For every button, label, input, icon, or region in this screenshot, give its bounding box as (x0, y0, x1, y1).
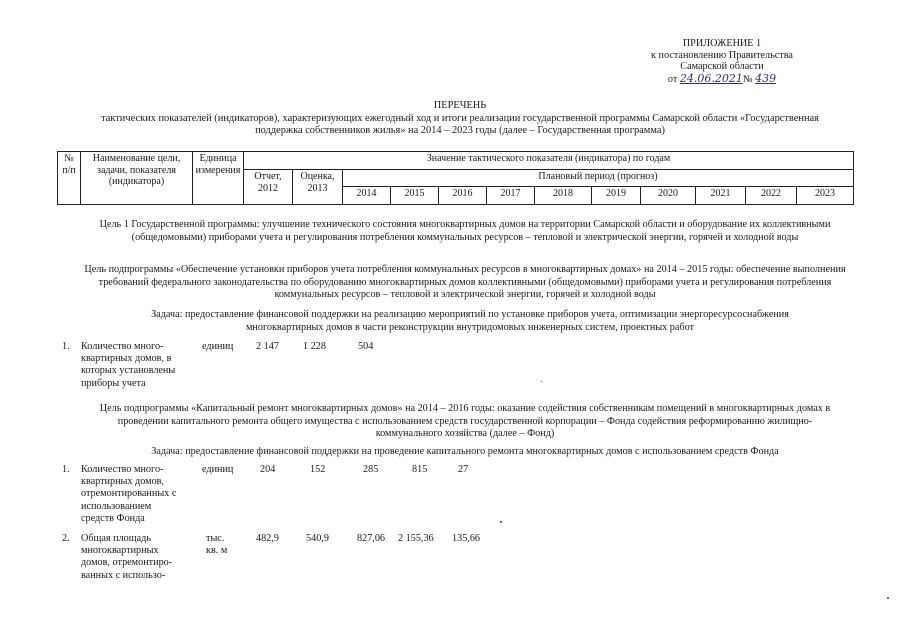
row-c-number: 2. (62, 533, 70, 544)
header-year: 2015 (391, 187, 439, 205)
row-b-value-2015: 815 (412, 464, 428, 475)
header-year: 2020 (641, 187, 696, 205)
header-year: 2018 (535, 187, 592, 205)
subgoal-2: Цель подпрограммы «Капитальный ремонт многоквартирных домов» на 2014 – 2016 годы: оказание содействия собственникам помещений в многоквартирных домах в проведении капитального ремонта общего имущества с использованием средств государственной корпорации – Фонда содействия реформированию жилищно-коммунального хозяйства (далее – Фонд) (99, 403, 831, 440)
row-b-value-2012: 204 (260, 464, 276, 475)
row-a-name: Количество много-квартирных домов, в которых установлены приборы учета (81, 341, 176, 389)
row-c-name: Общая площадь многоквартирных домов, отремонтиро-ванных с использо- (81, 533, 173, 581)
row-a-value-2013: 1 228 (303, 341, 326, 352)
appendix-title: ПРИЛОЖЕНИЕ 1 (682, 38, 762, 49)
row-c-value-2016: 135,66 (452, 533, 481, 544)
subgoal-1: Цель подпрограммы «Обеспечение установки приборов учета потребления коммунальных ресурсов в многоквартирных домах» на 2014 – 2015 годы: обеспечение выполнения требований федерального законодательства по оборудованию многоквартирных домов коллективными (общедомовыми) приборами учета и регулирования потребления коммунальных ресурсов – тепловой и электрической энергии, горячей и холодной воды (84, 264, 846, 301)
header-report-2012: Отчет, 2012 (244, 170, 293, 205)
header-year: 2022 (746, 187, 797, 205)
header-year: 2019 (592, 187, 641, 205)
row-a-value-2012: 2 147 (256, 341, 279, 352)
date-prefix: от (667, 74, 678, 86)
row-c-value-2014: 827,06 (357, 533, 386, 544)
row-a-number: 1. (62, 341, 70, 352)
row-c-value-2015: 2 155,36 (398, 533, 434, 544)
task-1: Задача: предоставление финансовой поддержки на реализацию мероприятий по установке приборов учета, оптимизации энергоресурсоснабжения многоквартирных домов в части реконструкции внутридомовых инженерных систем, проектных работ (151, 309, 789, 333)
task-2: Задача: предоставление финансовой поддержки на проведение капитального ремонта многоквартирных домов с использованием средств Фонда (151, 446, 779, 457)
row-c-value-2012: 482,9 (256, 533, 279, 544)
scan-speck (500, 521, 502, 523)
goal-1: Цель 1 Государственной программы: улучшение технического состояния многоквартирных домов на территории Самарской области и оборудование их коллективными (общедомовыми) приборами учета и регулирования потребления коммунальных ресурсов – тепловой и электрической энергии, горячей и холодной воды (99, 219, 831, 243)
number-prefix: № (742, 74, 753, 86)
header-plan-period: Плановый период (прогноз) (343, 170, 854, 187)
row-b-value-2016: 27 (458, 464, 469, 475)
handwritten-date: 24.06.2021 (679, 72, 743, 86)
appendix-block (604, 38, 840, 86)
header-number: № п/п (58, 152, 81, 205)
row-b-value-2013: 152 (310, 464, 326, 475)
header-year: 2021 (696, 187, 746, 205)
header-unit: Единица измерения (193, 152, 244, 205)
row-b-value-2014: 285 (363, 464, 379, 475)
row-c-unit: тыс. кв. м (206, 533, 228, 557)
title-text: тактических показателей (индикаторов), характеризующих ежегодный ход и итоги реализации государственной программы Самарской области «Государственная поддержка собственников жилья» на 2014 – 2023 годы (далее – Государственная программа) (101, 112, 819, 137)
header-estimate-2013: Оценка, 2013 (293, 170, 343, 205)
handwritten-number: 439 (755, 72, 777, 86)
header-name: Наименование цели, задачи, показателя (индикатора) (81, 152, 193, 205)
appendix-resolution: к постановлению Правительства (651, 49, 793, 61)
header-year: 2023 (797, 187, 854, 205)
row-a-unit: единиц (202, 341, 234, 352)
header-year: 2016 (439, 187, 487, 205)
appendix-date-line (604, 73, 840, 86)
row-b-unit: единиц (202, 464, 234, 475)
header-values: Значение тактического показателя (индикатора) по годам (244, 152, 854, 170)
row-a-value-2014: 504 (358, 341, 374, 352)
row-b-name: Количество много-квартирных домов, отремонтированных с использованием средств Фонда (81, 464, 177, 524)
row-b-number: 1. (62, 464, 70, 475)
title-heading: ПЕРЕЧЕНЬ (433, 100, 487, 111)
header-year: 2017 (487, 187, 535, 205)
header-year: 2014 (343, 187, 391, 205)
indicator-table-header (57, 151, 854, 205)
row-c-value-2013: 540,9 (306, 533, 329, 544)
scan-speck (887, 597, 889, 599)
scan-speck (541, 381, 542, 382)
appendix-region: Самарской области (680, 61, 764, 73)
document-title (60, 100, 860, 138)
